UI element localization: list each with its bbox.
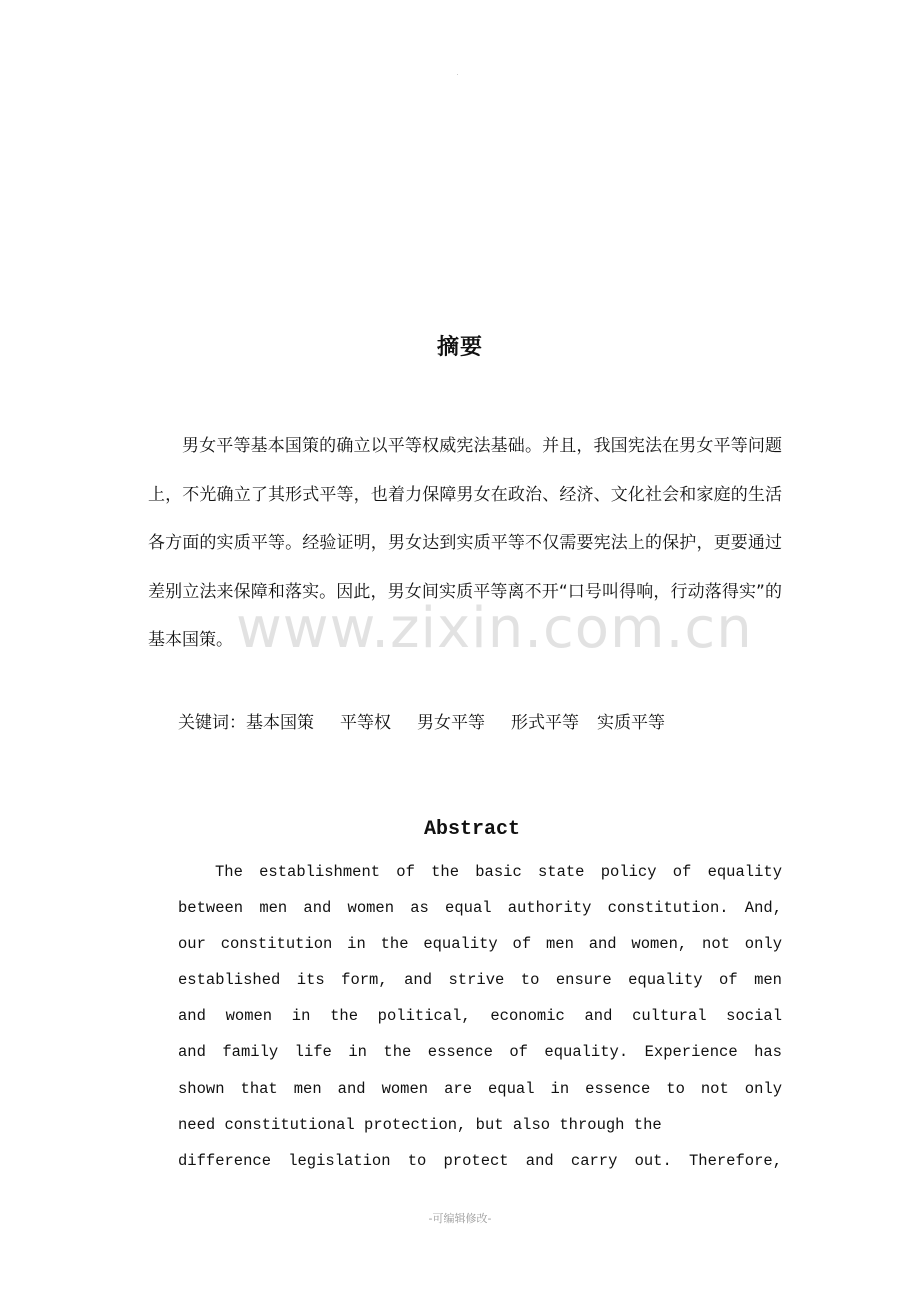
keyword-item: 基本国策 — [246, 713, 314, 733]
chinese-keywords — [178, 708, 778, 733]
abstract-line: The establishment of the basic state policy of equality — [215, 863, 782, 881]
abstract-line: between men and women as equal authority constitution. And, — [178, 899, 782, 918]
decorative-dot — [457, 74, 458, 75]
keyword-item: 平等权 — [340, 713, 391, 733]
abstract-line: and women in the political, economic and cultural social — [178, 1007, 782, 1026]
keyword-item: 形式平等 — [511, 713, 579, 733]
keywords-label: 关键词： — [178, 713, 246, 733]
abstract-line: our constitution in the equality of men and women, not only — [178, 935, 782, 954]
english-abstract-body — [178, 854, 782, 1179]
abstract-line: difference legislation to protect and carry out. Therefore, — [178, 1151, 782, 1170]
english-abstract-title: Abstract — [423, 818, 520, 841]
watermark-text: www.zixin.com.cn — [236, 596, 753, 661]
chinese-abstract-title: 摘要 — [436, 335, 483, 360]
chinese-abstract-body: 男女平等基本国策的确立以平等权威宪法基础。并且，我国宪法在男女平等问题上，不光确立了其形式平等，也着力保障男女在政治、经济、文化社会和家庭的生活各方面的实质平等。经验证明，男女达到实质平等不仅需要宪法上的保护，更要通过差别立法来保障和落实。因此，男女间实质平等离不开“口号叫得响，行动落得实”的基本国策。 — [148, 436, 782, 650]
abstract-line: need constitutional protection, but also through the — [178, 1115, 662, 1134]
page-footer: -可编辑修改- — [428, 1212, 492, 1225]
keyword-item: 实质平等 — [597, 713, 665, 733]
abstract-line: shown that men and women are equal in essence to not only — [178, 1079, 782, 1098]
abstract-line: and family life in the essence of equality. Experience has — [178, 1043, 782, 1062]
keyword-item: 男女平等 — [417, 713, 485, 733]
abstract-line: established its form, and strive to ensure equality of men — [178, 971, 782, 990]
